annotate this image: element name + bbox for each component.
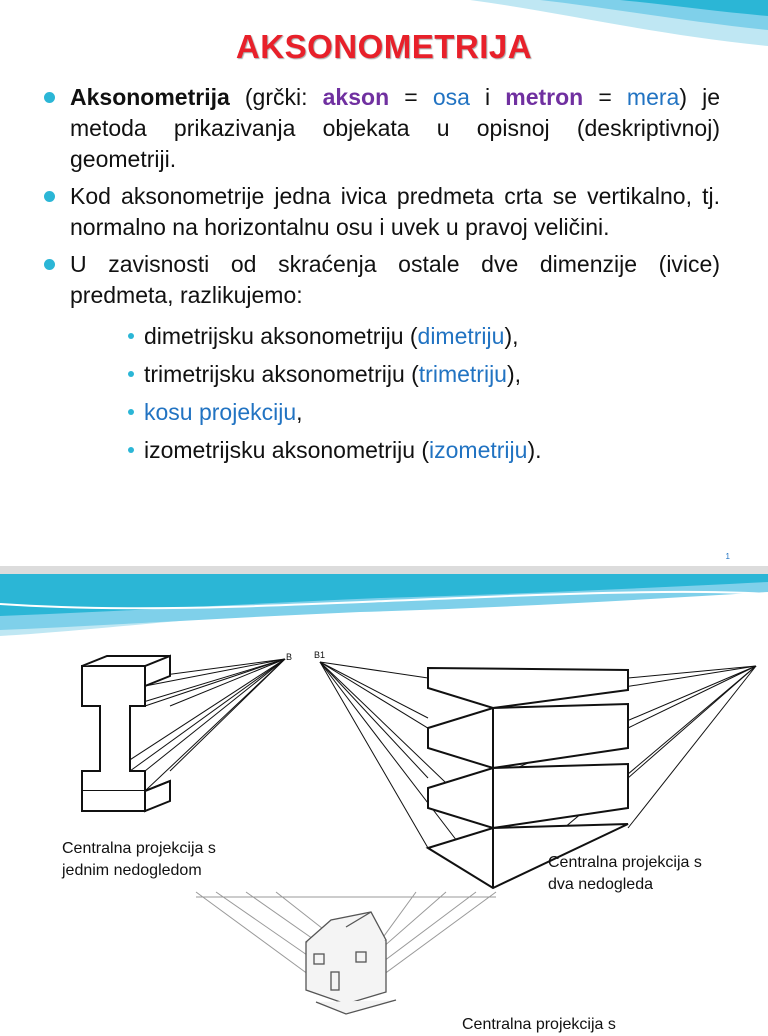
term-kosu-projekciju: kosu projekciju xyxy=(144,399,297,425)
header-wave-decoration xyxy=(0,574,768,644)
term-akson: akson xyxy=(322,84,390,110)
text-fragment: ) je metoda prikazivanja objekata u opisnoj (deskriptivnoj) geometriji. xyxy=(70,84,721,172)
term-izometriju: izometriju xyxy=(429,437,528,463)
sub-bullet-dot xyxy=(128,371,134,377)
term-trimetriju: trimetriju xyxy=(418,361,507,387)
caption-line: Centralna projekcija s xyxy=(462,1016,616,1033)
bullet-types-intro xyxy=(40,249,720,311)
slide-separator xyxy=(0,566,768,574)
text-fragment: = xyxy=(389,84,433,110)
sub-bullet-dot xyxy=(128,447,134,453)
bullet-dot xyxy=(44,191,55,202)
sub-bullet-dot xyxy=(128,409,134,415)
vanishing-point-label: B xyxy=(286,652,293,662)
vanishing-point-label: B1 xyxy=(314,650,326,660)
text-fragment: , xyxy=(296,399,303,425)
caption-line: Centralna projekcija s xyxy=(548,854,702,871)
page-number: 1 xyxy=(725,552,730,561)
term-osa: osa xyxy=(432,84,470,110)
caption-line: dva nedogleda xyxy=(548,876,653,893)
text-fragment: ). xyxy=(527,437,542,463)
caption-line: jednim nedogledom xyxy=(62,862,202,879)
house-perspective-drawing xyxy=(196,892,496,1022)
subitem-trimetrija xyxy=(126,355,720,393)
bullet-vertical-edge xyxy=(40,181,720,243)
text-fragment: trimetrijsku aksonometriju ( xyxy=(144,361,419,387)
caption-two-point xyxy=(548,852,702,896)
bullet-definition xyxy=(40,82,720,175)
text-fragment: ), xyxy=(506,361,522,387)
text-fragment: i xyxy=(469,84,506,110)
bullet-text: U zavisnosti od skraćenja ostale dve dimenzije (ivice) predmeta, razlikujemo: xyxy=(70,251,720,308)
bullet-list xyxy=(40,82,720,469)
slide-2 xyxy=(0,574,768,1033)
term-dimetriju: dimetriju xyxy=(417,323,505,349)
text-fragment: = xyxy=(583,84,627,110)
text-fragment: izometrijsku aksonometriju ( xyxy=(144,437,430,463)
bullet-dot xyxy=(44,259,55,270)
caption-one-point xyxy=(62,838,216,882)
bullet-dot xyxy=(44,92,55,103)
sub-bullet-dot xyxy=(128,333,134,339)
slide-title: AKSONOMETRIJA xyxy=(235,28,533,65)
caption-three-point xyxy=(462,1014,616,1036)
one-point-perspective-drawing xyxy=(70,646,310,836)
text-fragment: dimetrijsku aksonometriju ( xyxy=(144,323,418,349)
term-aksonometrija: Aksonometrija xyxy=(70,84,230,110)
subitem-izometrija xyxy=(126,431,720,469)
text-fragment: (grčki: xyxy=(229,84,323,110)
text-fragment: ), xyxy=(504,323,519,349)
bullet-text: Kod aksonometrije jedna ivica predmeta crta se vertikalno, tj. normalno na horizontalnu osu i uvek u pravoj veličini. xyxy=(70,183,720,240)
term-mera: mera xyxy=(626,84,680,110)
caption-line: Centralna projekcija s xyxy=(62,840,216,857)
subitem-dimetrija xyxy=(126,317,720,355)
subitem-kosa-projekcija xyxy=(126,393,720,431)
term-metron: metron xyxy=(505,84,584,110)
